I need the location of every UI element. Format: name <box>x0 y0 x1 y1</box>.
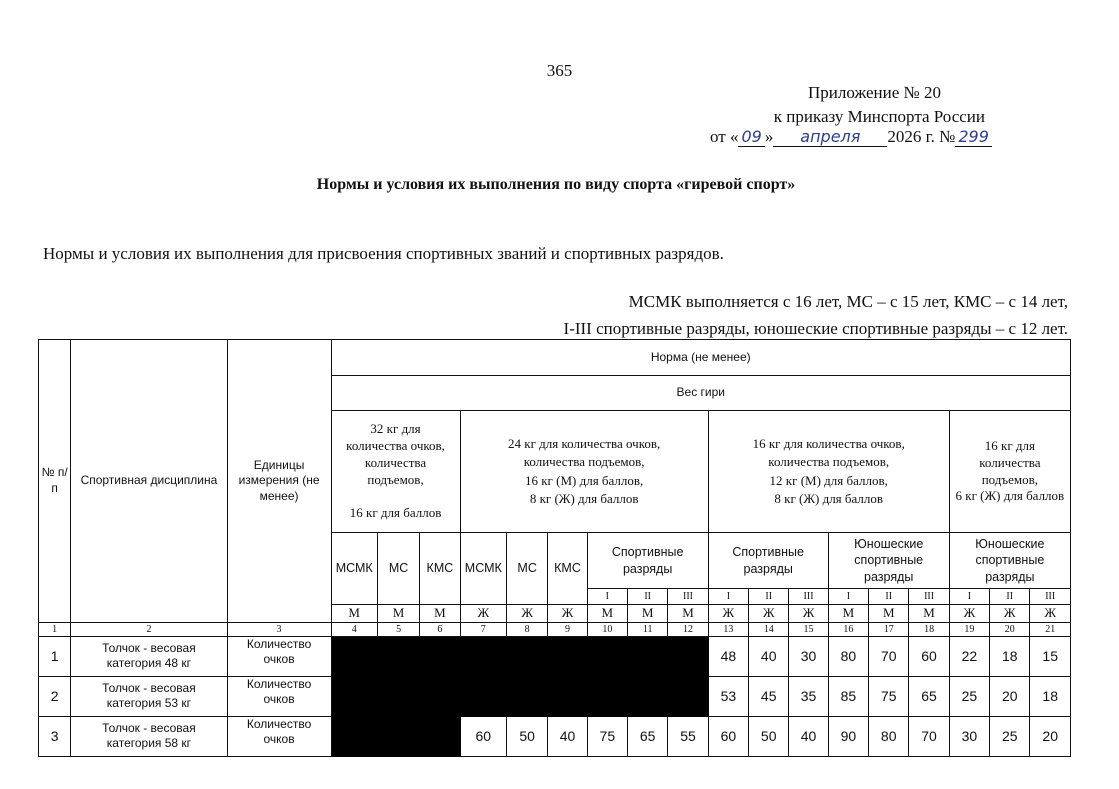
column-number: 12 <box>668 622 708 636</box>
intro-text: Нормы и условия их выполнения для присвоения спортивных званий и спортивных разрядов. <box>43 244 724 263</box>
gender-cell: Ж <box>1030 605 1071 623</box>
redacted-cell <box>331 676 377 716</box>
gender-cell: М <box>587 605 627 623</box>
value-cell: 60 <box>708 716 748 756</box>
weight-group-2 <box>460 411 708 533</box>
column-number: 8 <box>506 622 547 636</box>
youth-ranks-header: Юношеские спортивные разряды <box>949 533 1070 589</box>
column-number: 20 <box>990 622 1030 636</box>
value-cell: 20 <box>990 676 1030 716</box>
column-number: 19 <box>949 622 989 636</box>
value-cell: 40 <box>789 716 828 756</box>
redacted-cell <box>628 636 668 676</box>
age-conditions-line-2: I-III спортивные разряды, юношеские спортивные разряды – с 12 лет. <box>563 319 1068 338</box>
unit-line: очков <box>263 652 295 667</box>
page-number: 365 <box>546 61 573 80</box>
weight-group-2-line: 24 кг для количества очков, <box>508 436 661 452</box>
row-number: 1 <box>39 636 71 676</box>
weight-group-1-line: 16 кг для баллов <box>349 504 442 520</box>
gender-cell: Ж <box>789 605 828 623</box>
title-header: МСМК <box>331 533 377 605</box>
value-cell: 70 <box>909 716 949 756</box>
unit-cell <box>227 636 331 676</box>
discipline-line: Толчок - весовая <box>102 640 196 655</box>
row-number: 3 <box>39 716 71 756</box>
value-cell: 22 <box>949 636 989 676</box>
redacted-cell <box>668 676 708 716</box>
redacted-cell <box>331 716 377 756</box>
value-cell: 55 <box>668 716 708 756</box>
gender-cell: Ж <box>506 605 547 623</box>
weight-group-2-line: количества подъемов, <box>523 454 645 470</box>
weight-group-3-line: 16 кг для количества очков, <box>752 436 905 452</box>
redacted-cell <box>548 636 587 676</box>
weight-group-2-line: 8 кг (Ж) для баллов <box>529 490 639 506</box>
value-cell: 50 <box>506 716 547 756</box>
value-cell: 45 <box>749 676 789 716</box>
title-header: МС <box>377 533 419 605</box>
value-cell: 60 <box>460 716 506 756</box>
gender-cell: М <box>331 605 377 623</box>
unit-line: Количество <box>246 716 312 731</box>
order-reference: к приказу Минспорта России <box>773 107 985 126</box>
column-number: 2 <box>71 622 227 636</box>
weight-group-1-line: количества <box>364 455 427 471</box>
unit-line: очков <box>263 732 295 747</box>
table-row <box>39 636 1071 676</box>
column-number: 1 <box>39 622 71 636</box>
weight-group-1-line <box>332 489 460 505</box>
sport-ranks-header: Спортивные разряды <box>587 533 708 589</box>
unit-cell <box>227 716 331 756</box>
column-number: 9 <box>548 622 587 636</box>
annex-title: Приложение № 20 <box>808 83 941 102</box>
value-cell: 30 <box>949 716 989 756</box>
rank-roman: III <box>1030 589 1071 605</box>
date-year: 2026 г. № <box>887 127 956 146</box>
unit-line: очков <box>263 692 295 707</box>
gender-cell: М <box>377 605 419 623</box>
value-cell: 18 <box>1030 676 1071 716</box>
weight-group-3-line: 12 кг (М) для баллов, <box>769 472 888 488</box>
rank-roman: III <box>909 589 949 605</box>
date-day: 09 <box>738 127 764 147</box>
redacted-cell <box>420 676 460 716</box>
column-number: 13 <box>708 622 748 636</box>
value-cell: 65 <box>628 716 668 756</box>
value-cell: 15 <box>1030 636 1071 676</box>
redacted-cell <box>506 676 547 716</box>
weight-group-1 <box>331 411 460 533</box>
column-number: 3 <box>227 622 331 636</box>
value-cell: 40 <box>548 716 587 756</box>
redacted-cell <box>506 636 547 676</box>
weight-group-3-line: количества подъемов, <box>768 454 890 470</box>
value-cell: 48 <box>708 636 748 676</box>
gender-cell: М <box>668 605 708 623</box>
norms-table <box>38 339 1071 757</box>
gender-cell: Ж <box>708 605 748 623</box>
gender-cell: Ж <box>460 605 506 623</box>
column-number: 10 <box>587 622 627 636</box>
discipline-line: Толчок - весовая <box>102 720 196 735</box>
value-cell: 80 <box>828 636 868 676</box>
redacted-cell <box>377 636 419 676</box>
discipline-line: Толчок - весовая <box>102 680 196 695</box>
rank-roman: I <box>949 589 989 605</box>
weight-group-1-line: 32 кг для <box>370 421 421 437</box>
value-cell: 70 <box>869 636 909 676</box>
value-cell: 25 <box>990 716 1030 756</box>
value-cell: 75 <box>869 676 909 716</box>
weight-group-4 <box>949 411 1070 533</box>
value-cell: 65 <box>909 676 949 716</box>
redacted-cell <box>628 676 668 716</box>
order-date-line <box>710 127 992 147</box>
title-header: МСМК <box>460 533 506 605</box>
rank-roman: II <box>628 589 668 605</box>
age-conditions-line-1: МСМК выполняется с 16 лет, МС – с 15 лет, КМС – с 14 лет, <box>628 292 1068 311</box>
column-number: 4 <box>331 622 377 636</box>
value-cell: 90 <box>828 716 868 756</box>
unit-line: Количество <box>246 636 312 651</box>
column-number: 11 <box>628 622 668 636</box>
value-cell: 30 <box>789 636 828 676</box>
value-cell: 75 <box>587 716 627 756</box>
redacted-cell <box>377 716 419 756</box>
redacted-cell <box>668 636 708 676</box>
header-number: № п/п <box>39 340 71 623</box>
discipline-line: категория 53 кг <box>106 696 192 711</box>
column-number: 18 <box>909 622 949 636</box>
weight-group-1-line: количества очков, <box>346 438 445 454</box>
column-number: 5 <box>377 622 419 636</box>
header-units: Единицы измерения (не менее) <box>227 340 331 623</box>
rank-roman: I <box>587 589 627 605</box>
header-discipline: Спортивная дисциплина <box>71 340 227 623</box>
document-title: Нормы и условия их выполнения по виду спорта «гиревой спорт» <box>316 176 796 193</box>
gender-cell: М <box>420 605 460 623</box>
redacted-cell <box>587 676 627 716</box>
column-number: 6 <box>420 622 460 636</box>
value-cell: 53 <box>708 676 748 716</box>
value-cell: 35 <box>789 676 828 716</box>
gender-cell: Ж <box>749 605 789 623</box>
value-cell: 25 <box>949 676 989 716</box>
value-cell: 80 <box>869 716 909 756</box>
weight-group-4-line: подъемов, <box>981 471 1039 487</box>
title-header: КМС <box>420 533 460 605</box>
discipline-cell <box>71 716 227 756</box>
header-norm: Норма (не менее) <box>331 340 1071 376</box>
redacted-cell <box>548 676 587 716</box>
column-number-row <box>39 622 1071 636</box>
value-cell: 85 <box>828 676 868 716</box>
gender-cell: М <box>909 605 949 623</box>
value-cell: 20 <box>1030 716 1071 756</box>
value-cell: 18 <box>990 636 1030 676</box>
header-weight: Вес гири <box>331 376 1071 411</box>
redacted-cell <box>460 676 506 716</box>
sport-ranks-header: Спортивные разряды <box>708 533 828 589</box>
gender-cell: М <box>869 605 909 623</box>
date-prefix: от « <box>710 127 739 146</box>
rank-roman: II <box>869 589 909 605</box>
gender-cell: Ж <box>990 605 1030 623</box>
weight-group-2-line: 16 кг (М) для баллов, <box>524 472 644 488</box>
weight-group-3-line: 8 кг (Ж) для баллов <box>774 490 884 506</box>
table-row <box>39 676 1071 716</box>
weight-group-4-line: 16 кг для <box>984 437 1035 453</box>
discipline-cell <box>71 636 227 676</box>
discipline-cell <box>71 676 227 716</box>
value-cell: 50 <box>749 716 789 756</box>
weight-group-1-line: подъемов, <box>367 471 424 487</box>
title-header: МС <box>506 533 547 605</box>
column-number: 21 <box>1030 622 1071 636</box>
rank-roman: III <box>668 589 708 605</box>
gender-cell: М <box>828 605 868 623</box>
title-header: КМС <box>548 533 587 605</box>
redacted-cell <box>420 716 460 756</box>
date-month: апреля <box>773 127 887 147</box>
weight-group-3 <box>708 411 949 533</box>
rank-roman: I <box>828 589 868 605</box>
weight-group-4-line: количества <box>979 454 1041 470</box>
redacted-cell <box>420 636 460 676</box>
unit-line: Количество <box>246 676 312 691</box>
table-row <box>39 716 1071 756</box>
redacted-cell <box>460 636 506 676</box>
youth-ranks-header: Юношеские спортивные разряды <box>828 533 949 589</box>
row-number: 2 <box>39 676 71 716</box>
table-body <box>39 636 1071 756</box>
column-number: 16 <box>828 622 868 636</box>
gender-cell: Ж <box>949 605 989 623</box>
weight-group-4-line: 6 кг (Ж) для баллов <box>955 488 1065 504</box>
value-cell: 60 <box>909 636 949 676</box>
gender-cell: М <box>628 605 668 623</box>
date-mid: » <box>764 127 774 146</box>
order-number: 299 <box>955 127 992 147</box>
rank-roman: III <box>789 589 828 605</box>
redacted-cell <box>331 636 377 676</box>
column-number: 14 <box>749 622 789 636</box>
redacted-cell <box>377 676 419 716</box>
column-number: 15 <box>789 622 828 636</box>
rank-roman: I <box>708 589 748 605</box>
unit-cell <box>227 676 331 716</box>
rank-roman: II <box>749 589 789 605</box>
value-cell: 40 <box>749 636 789 676</box>
rank-roman: II <box>990 589 1030 605</box>
redacted-cell <box>587 636 627 676</box>
discipline-line: категория 48 кг <box>106 656 192 671</box>
column-number: 7 <box>460 622 506 636</box>
column-number: 17 <box>869 622 909 636</box>
gender-cell: Ж <box>548 605 587 623</box>
discipline-line: категория 58 кг <box>106 736 192 751</box>
